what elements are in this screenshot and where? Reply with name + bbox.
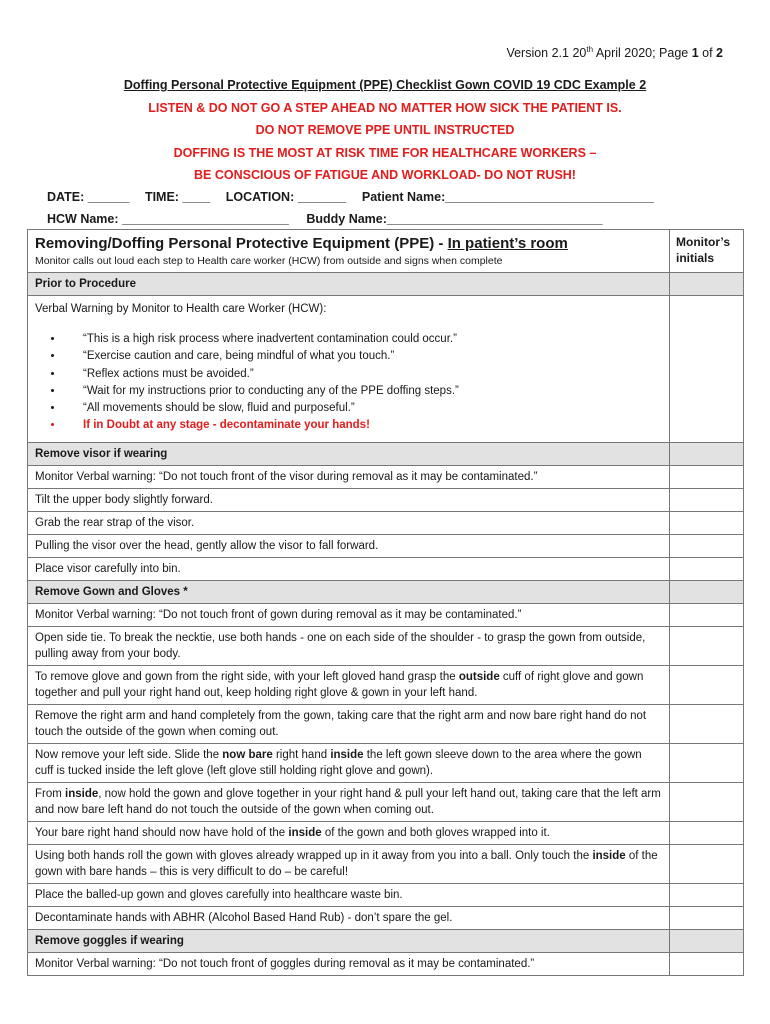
- buddy-name-field[interactable]: Buddy Name:_______________________________: [306, 212, 603, 226]
- step-emphasis: inside: [65, 787, 99, 800]
- initials-cell[interactable]: [670, 273, 744, 296]
- step-text: Monitor Verbal warning: “Do not touch front of gown during removal as it may be contaminated.”: [35, 608, 522, 621]
- initials-cell[interactable]: [670, 929, 744, 952]
- checklist-row: [28, 844, 744, 883]
- warning-line-2: DO NOT REMOVE PPE UNTIL INSTRUCTED: [255, 123, 515, 138]
- step-text: Remove the right arm and hand completely from the gown, taking care that the right arm and now bare right hand do not touch the outside of the gown when coming out.: [35, 709, 647, 738]
- table-heading-main: Removing/Doffing Personal Protective Equipment (PPE) -: [35, 235, 448, 252]
- checklist-row: [28, 782, 744, 821]
- version-text: Version 2.1 20: [506, 46, 587, 61]
- checklist-row: [28, 296, 744, 443]
- step-text-part: Now remove your left side. Slide the: [35, 748, 223, 761]
- initials-cell[interactable]: [670, 883, 744, 906]
- step-emphasis: inside: [592, 849, 626, 862]
- step-text: Tilt the upper body slightly forward.: [35, 493, 213, 506]
- checklist-row: [28, 952, 744, 975]
- document-title: Doffing Personal Protective Equipment (PPE) Checklist Gown COVID 19 CDC Example 2: [123, 78, 647, 92]
- initials-cell[interactable]: [670, 465, 744, 488]
- verbal-warning-list: [28, 328, 669, 438]
- step-text-part: of the gown with bare hands – this is very difficult to do – be careful!: [35, 849, 658, 878]
- section-row: [28, 580, 744, 603]
- checklist-row: [28, 743, 744, 782]
- initials-cell[interactable]: [670, 442, 744, 465]
- step-text: [28, 845, 669, 883]
- step-text-part: Using both hands roll the gown with gloves already wrapped up in it away from you into a ball. Only touch the: [35, 849, 593, 862]
- step-text-part: cuff of right glove and gown together and pull your right hand out, keep holding right glove & gown in your left hand.: [35, 670, 644, 699]
- step-emphasis: inside: [288, 826, 322, 839]
- section-prior-to-procedure: Prior to Procedure: [35, 278, 136, 290]
- initials-cell[interactable]: [670, 488, 744, 511]
- patient-name-field[interactable]: Patient Name:______________________________: [361, 190, 654, 204]
- checklist-row: [28, 704, 744, 743]
- warning-line-4: BE CONSCIOUS OF FATIGUE AND WORKLOAD- DO NOT RUSH!: [194, 167, 576, 182]
- step-text: Monitor Verbal warning: “Do not touch front of the visor during removal as it may be contaminated.”: [35, 470, 538, 483]
- step-emphasis: outside: [458, 670, 500, 683]
- checklist-row: [28, 488, 744, 511]
- initials-cell[interactable]: [670, 534, 744, 557]
- step-text: Open side tie. To break the necktie, use both hands - one on each side of the shoulder - to grasp the gown from outside, pulling away from your body.: [35, 631, 646, 660]
- table-header-row: [28, 230, 744, 273]
- step-text: [28, 666, 669, 704]
- checklist-row: [28, 665, 744, 704]
- checklist-row: [28, 603, 744, 626]
- version-sup: th: [586, 45, 594, 54]
- initials-cell[interactable]: [670, 580, 744, 603]
- table-subheading: Monitor calls out loud each step to Health care worker (HCW) from outside and signs when complete: [35, 255, 503, 267]
- step-emphasis: inside: [330, 748, 364, 761]
- step-text-part: To remove glove and gown from the right side, with your left gloved hand grasp the: [35, 670, 459, 683]
- step-text: [28, 783, 669, 821]
- checklist-row: [28, 626, 744, 665]
- section-remove-goggles: Remove goggles if wearing: [35, 934, 184, 947]
- initials-cell[interactable]: [670, 665, 744, 704]
- page-total: 2: [716, 46, 723, 61]
- verbal-warning-intro: Verbal Warning by Monitor to Health care Worker (HCW):: [35, 303, 327, 315]
- table-heading: [28, 230, 669, 252]
- time-field[interactable]: TIME: ____: [144, 190, 211, 204]
- warning-bullet: • “Exercise caution and care, being mindful of what you touch.”: [64, 348, 669, 365]
- initials-cell[interactable]: [670, 603, 744, 626]
- warning-bullet: • “Wait for my instructions prior to conducting any of the PPE doffing steps.”: [64, 383, 669, 400]
- initials-cell[interactable]: [670, 743, 744, 782]
- checklist-row: [28, 906, 744, 929]
- step-text: Monitor Verbal warning: “Do not touch front of goggles during removal as it may be contaminated.”: [35, 957, 535, 970]
- section-row: [28, 442, 744, 465]
- table-heading-location: In patient’s room: [447, 235, 568, 252]
- initials-cell[interactable]: [670, 844, 744, 883]
- hcw-name-field[interactable]: HCW Name: ________________________: [47, 212, 289, 226]
- step-text-part: right hand: [272, 748, 331, 761]
- table-header-cell: [28, 230, 670, 273]
- initials-cell[interactable]: [670, 821, 744, 844]
- date-field[interactable]: DATE: ______: [47, 190, 130, 204]
- step-text: Place the balled-up gown and gloves carefully into healthcare waste bin.: [35, 888, 403, 901]
- page-number: 1: [691, 46, 699, 61]
- warning-bullet-red: • If in Doubt at any stage - decontaminate your hands!: [64, 417, 669, 434]
- initials-cell[interactable]: [670, 626, 744, 665]
- checklist-row: [28, 534, 744, 557]
- monitor-initials-label: Monitor’s initials: [676, 235, 730, 265]
- step-text: Decontaminate hands with ABHR (Alcohol Based Hand Rub) - don’t spare the gel.: [35, 911, 453, 924]
- initials-cell[interactable]: [670, 557, 744, 580]
- warning-bullet: • “All movements should be slow, fluid and purposeful.”: [64, 400, 669, 417]
- step-text-part: From: [35, 787, 66, 800]
- initials-cell[interactable]: [670, 952, 744, 975]
- initials-cell[interactable]: [670, 704, 744, 743]
- checklist-row: [28, 465, 744, 488]
- checklist-row: [28, 511, 744, 534]
- step-text: [28, 744, 669, 782]
- checklist-row: [28, 821, 744, 844]
- step-text-part: the left gown sleeve down to the area where the gown cuff is tucked inside the left glove (left glove still holding right glove and gown).: [35, 748, 642, 777]
- initials-cell[interactable]: [670, 906, 744, 929]
- warning-bullet: • “This is a high risk process where inadvertent contamination could occur.”: [64, 331, 669, 348]
- step-text: [28, 822, 669, 844]
- version-line: [506, 45, 723, 60]
- step-text: Pulling the visor over the head, gently allow the visor to fall forward.: [35, 539, 379, 552]
- step-text: Place visor carefully into bin.: [35, 562, 181, 575]
- warning-line-3: DOFFING IS THE MOST AT RISK TIME FOR HEALTHCARE WORKERS –: [173, 145, 597, 160]
- location-field[interactable]: LOCATION: _______: [225, 190, 347, 204]
- section-row: [28, 929, 744, 952]
- checklist-row: [28, 883, 744, 906]
- initials-cell[interactable]: [670, 511, 744, 534]
- version-date: April 2020; Page: [593, 46, 692, 61]
- monitor-initials-header: [670, 230, 744, 273]
- page-of: of: [698, 46, 717, 61]
- form-fields-row-2: [47, 212, 614, 226]
- initials-cell[interactable]: [670, 296, 744, 443]
- section-remove-visor: Remove visor if wearing: [35, 447, 168, 460]
- step-text: Grab the rear strap of the visor.: [35, 516, 195, 529]
- doffing-checklist-table: [27, 229, 744, 976]
- step-text-part: of the gown and both gloves wrapped into it.: [321, 826, 550, 839]
- form-fields-row-1: [47, 190, 666, 204]
- step-text-part: Your bare right hand should now have hold of the: [35, 826, 289, 839]
- checklist-row: [28, 557, 744, 580]
- initials-cell[interactable]: [670, 782, 744, 821]
- section-row: [28, 273, 744, 296]
- document-header: [0, 78, 770, 186]
- warning-bullet: • “Reflex actions must be avoided.”: [64, 366, 669, 383]
- step-text-part: , now hold the gown and glove together in your right hand & pull your left hand out, taking care that the left arm and now bare left hand do not touch the outside of the gown when coming out.: [35, 787, 661, 816]
- step-emphasis: now bare: [222, 748, 273, 761]
- warning-line-1: LISTEN & DO NOT GO A STEP AHEAD NO MATTER HOW SICK THE PATIENT IS.: [148, 101, 622, 115]
- section-remove-gown-gloves: Remove Gown and Gloves *: [35, 585, 188, 598]
